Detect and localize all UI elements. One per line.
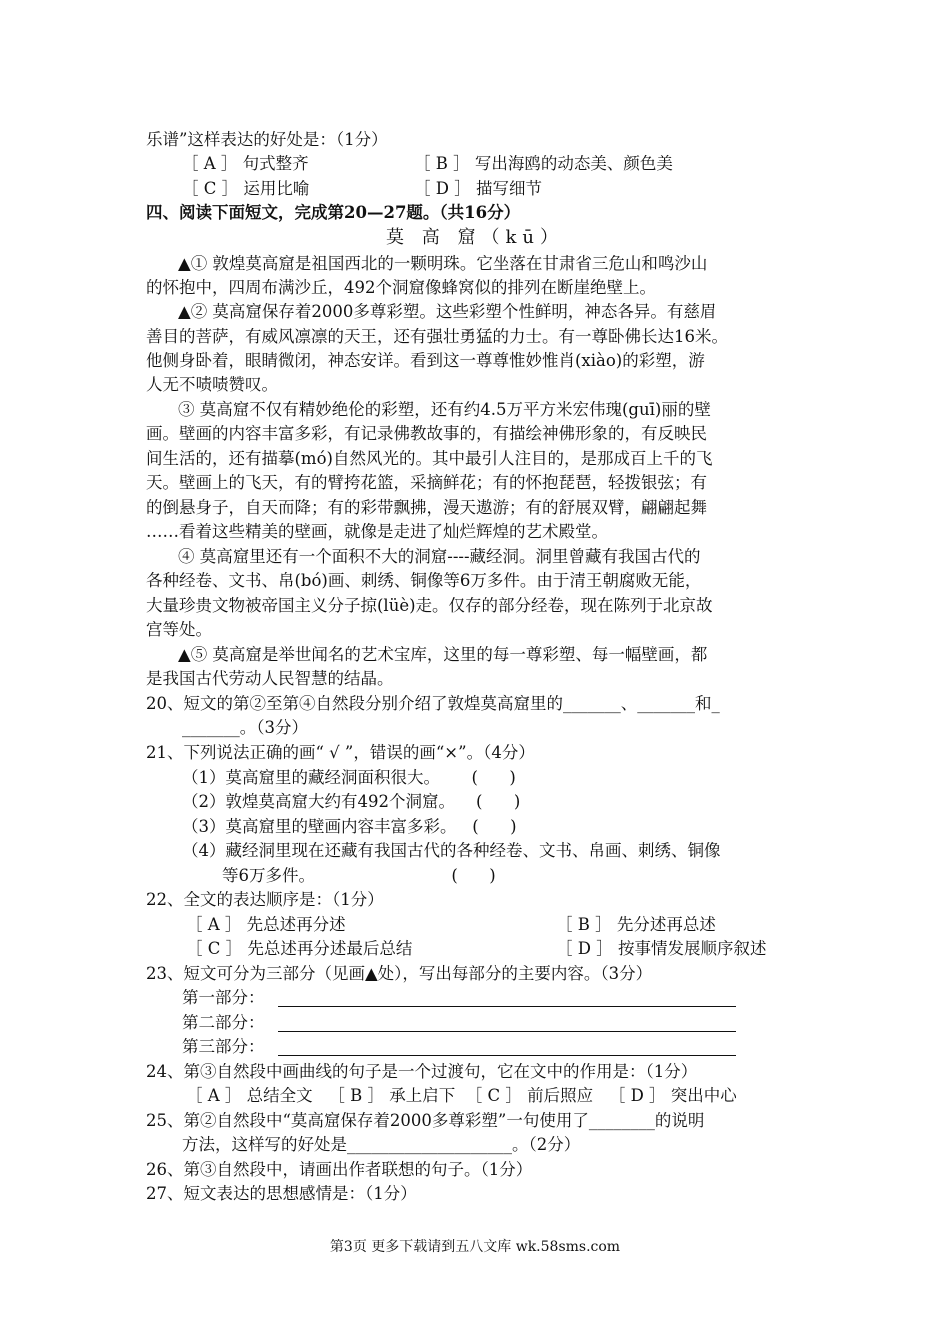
question-21-item: （2）敦煌莫高窟大约有492个洞窟。 ( ) — [182, 792, 521, 811]
page-footer: 第3页 更多下载请到五八文库 wk.58sms.com — [329, 1239, 621, 1255]
question-20-cont: _______。（3分） — [182, 718, 308, 737]
q22-option-c: ［ C ］ 先总述再分述最后总结 — [186, 939, 413, 958]
question-21: 21、下列说法正确的画“ √ ”，错误的画“×”。（4分） — [146, 743, 535, 762]
paragraph-3-line: 天。壁画上的飞天，有的臂挎花篮，采摘鲜花；有的怀抱琵琶，轻拨银弦；有 — [146, 473, 707, 492]
question-25: 25、第②自然段中“莫高窟保存着2000多尊彩塑”一句使用了________的说明 — [146, 1111, 705, 1130]
paragraph-2-line: 人无不啧啧赞叹。 — [146, 375, 278, 394]
q19-option-b: ［ B ］ 写出海鸥的动态美、颜色美 — [414, 154, 673, 173]
q23-part-2-answer-line[interactable] — [278, 1031, 736, 1032]
paragraph-4-line: ④ 莫高窟里还有一个面积不大的洞窟----藏经洞。洞里曾藏有我国古代的 — [178, 547, 701, 566]
question-21-item: （4）藏经洞里现在还藏有我国古代的各种经卷、文书、帛画、刺绣、铜像 — [182, 841, 721, 860]
q22-option-d: ［ D ］ 按事情发展顺序叙述 — [556, 939, 767, 958]
passage-title: 莫 高 窟（kū） — [386, 227, 564, 248]
q23-part-1-answer-line[interactable] — [278, 1006, 736, 1007]
paragraph-3-line: 的倒悬身子，自天而降；有的彩带飘拂，漫天遨游；有的舒展双臂，翩翩起舞 — [146, 498, 707, 517]
q22-option-a: ［ A ］ 先总述再分述 — [186, 915, 346, 934]
paragraph-5-line: ▲⑤ 莫高窟是举世闻名的艺术宝库，这里的每一尊彩塑、每一幅壁画，都 — [178, 645, 708, 664]
paragraph-5-line: 是我国古代劳动人民智慧的结晶。 — [146, 669, 394, 688]
question-21-item: （1）莫高窟里的藏经洞面积很大。 ( ) — [182, 768, 516, 787]
q23-part-3-answer-line[interactable] — [278, 1055, 736, 1056]
question-27: 27、短文表达的思想感情是：（1分） — [146, 1184, 417, 1203]
question-20: 20、短文的第②至第④自然段分别介绍了敦煌莫高窟里的_______、_______和_ — [146, 694, 720, 713]
paragraph-3-line: 间生活的，还有描摹(mó)自然风光的。其中最引人注目的，是那成百上千的飞 — [146, 449, 713, 468]
q23-part-2-label: 第二部分： — [182, 1013, 265, 1032]
paragraph-3-line: ③ 莫高窟不仅有精妙绝伦的彩塑，还有约4.5万平方米宏伟瑰(guī)丽的壁 — [178, 400, 711, 419]
paragraph-4-line: 各种经卷、文书、帛(bó)画、刺绣、铜像等6万多件。由于清王朝腐败无能， — [146, 571, 702, 590]
q19-option-c: ［ C ］ 运用比喻 — [182, 179, 310, 198]
question-21-item: （3）莫高窟里的壁画内容丰富多彩。 ( ) — [182, 817, 517, 836]
paragraph-4-line: 大量珍贵文物被帝国主义分子掠(lüè)走。仅存的部分经卷，现在陈列于北京故 — [146, 596, 713, 615]
paragraph-3-line: ……看着这些精美的壁画，就像是走进了灿烂辉煌的艺术殿堂。 — [146, 522, 608, 541]
q23-part-3-label: 第三部分： — [182, 1037, 265, 1056]
paragraph-2-line: 他侧身卧着，眼睛微闭，神态安详。看到这一尊尊惟妙惟肖(xiào)的彩塑，游 — [146, 351, 705, 370]
question-24: 24、第③自然段中画曲线的句子是一个过渡句，它在文中的作用是：（1分） — [146, 1062, 698, 1081]
q19-tail-line: 乐谱”这样表达的好处是：（1分） — [146, 130, 388, 149]
q24-options: ［ A ］ 总结全文 ［ B ］ 承上启下 ［ C ］ 前后照应 ［ D ］ 突出中心 — [186, 1086, 737, 1105]
paragraph-3-line: 画。壁画的内容丰富多彩，有记录佛教故事的，有描绘神佛形象的，有反映民 — [146, 424, 707, 443]
paragraph-2-line: 善目的菩萨，有威风凛凛的天王，还有强壮勇猛的力士。有一尊卧佛长达16米。 — [146, 327, 728, 346]
question-25-cont: 方法，这样写的好处是____________________。（2分） — [182, 1135, 581, 1154]
paragraph-4-line: 宫等处。 — [146, 620, 212, 639]
question-21-item-cont: 等6万多件。 ( ) — [222, 866, 496, 885]
q23-part-1-label: 第一部分： — [182, 988, 265, 1007]
question-23: 23、短文可分为三部分（见画▲处），写出每部分的主要内容。（3分） — [146, 964, 653, 983]
paragraph-2-line: ▲② 莫高窟保存着2000多尊彩塑。这些彩塑个性鲜明，神态各异。有慈眉 — [178, 302, 717, 321]
q22-option-b: ［ B ］ 先分述再总述 — [556, 915, 716, 934]
question-22: 22、全文的表达顺序是：（1分） — [146, 890, 384, 909]
q19-option-d: ［ D ］ 描写细节 — [414, 179, 542, 198]
paragraph-1-line: ▲① 敦煌莫高窟是祖国西北的一颗明珠。它坐落在甘肃省三危山和鸣沙山 — [178, 254, 708, 273]
q19-option-a: ［ A ］ 句式整齐 — [182, 154, 309, 173]
paragraph-1-line: 的怀抱中，四周布满沙丘，492个洞窟像蜂窝似的排列在断崖绝壁上。 — [146, 278, 656, 297]
question-26: 26、第③自然段中，请画出作者联想的句子。（1分） — [146, 1160, 533, 1179]
section-heading: 四、阅读下面短文，完成第20—27题。（共16分） — [146, 203, 521, 222]
